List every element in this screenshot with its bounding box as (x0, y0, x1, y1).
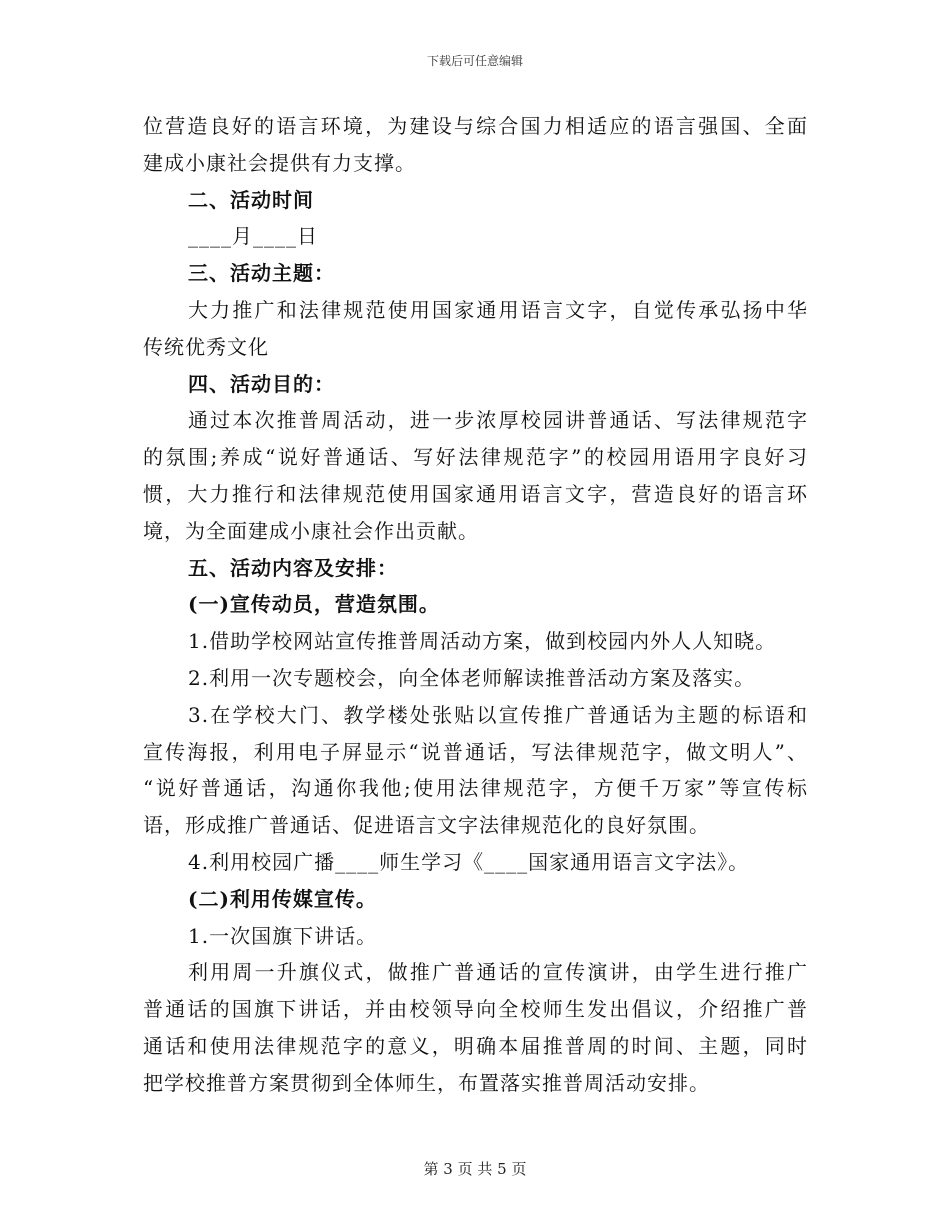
paragraph-line: 语，形成推广普通话、促进语言文字法律规范化的良好氛围。 (143, 813, 710, 838)
subsection-heading: (二)利用传媒宣传。 (188, 886, 377, 911)
paragraph-line: 位营造良好的语言环境，为建设与综合国力相适应的语言强国、全面 (143, 114, 808, 138)
page-header: 下载后可任意编辑 (426, 54, 523, 68)
paragraph-line: 大力推广和法律规范使用国家通用语言文字，自觉传承弘扬中华 (188, 297, 808, 322)
paragraph-line: “说好普通话，沟通你我他;使用法律规范字，方便千万家”等宣传标 (143, 776, 808, 801)
list-item: 3.在学校大门、教学楼处张贴以宣传推广普通话为主题的标语和 (188, 702, 808, 727)
date-line: ____月____日 (188, 224, 318, 249)
page-footer: 第 3 页 共 5 页 (423, 1160, 527, 1178)
paragraph-line: 惯，大力推行和法律规范使用国家通用语言文字，营造良好的语言环 (143, 481, 808, 506)
section-heading: 四、活动目的： (188, 371, 335, 396)
paragraph-line: 把学校推普方案贯彻到全体师生，布置落实推普周活动安排。 (143, 1070, 710, 1095)
paragraph-line: 的氛围;养成“说好普通话、写好法律规范字”的校园用语用字良好习 (143, 445, 808, 470)
paragraph-line: 普通话的国旗下讲话，并由校领导向全校师生发出倡议，介绍推广普 (143, 997, 808, 1022)
section-heading: 三、活动主题： (188, 261, 335, 286)
paragraph-line: 宣传海报，利用电子屏显示“说普通话，写法律规范字，做文明人”、 (143, 739, 808, 764)
section-heading: 五、活动内容及安排： (188, 555, 398, 580)
paragraph-line: 传统优秀文化 (143, 334, 269, 359)
paragraph-line: 利用周一升旗仪式，做推广普通话的宣传演讲，由学生进行推广 (188, 960, 808, 985)
paragraph-line: 通话和使用法律规范字的意义，明确本届推普周的时间、主题，同时 (143, 1033, 808, 1058)
list-item: 1.借助学校网站宣传推普周活动方案，做到校园内外人人知晓。 (188, 629, 777, 654)
list-item: 1.一次国旗下讲话。 (188, 923, 378, 948)
list-item: 2.利用一次专题校会，向全体老师解读推普活动方案及落实。 (188, 665, 756, 690)
paragraph-line: 境，为全面建成小康社会作出贡献。 (143, 518, 479, 543)
section-heading: 二、活动时间 (188, 187, 314, 212)
paragraph-line: 建成小康社会提供有力支撑。 (143, 150, 416, 175)
subsection-heading: (一)宣传动员，营造氛围。 (188, 592, 440, 617)
list-item: 4.利用校园广播____师生学习《____国家通用语言文字法》。 (188, 849, 750, 874)
paragraph-line: 通过本次推普周活动，进一步浓厚校园讲普通话、写法律规范字 (188, 408, 808, 433)
document-body (143, 108, 808, 1102)
